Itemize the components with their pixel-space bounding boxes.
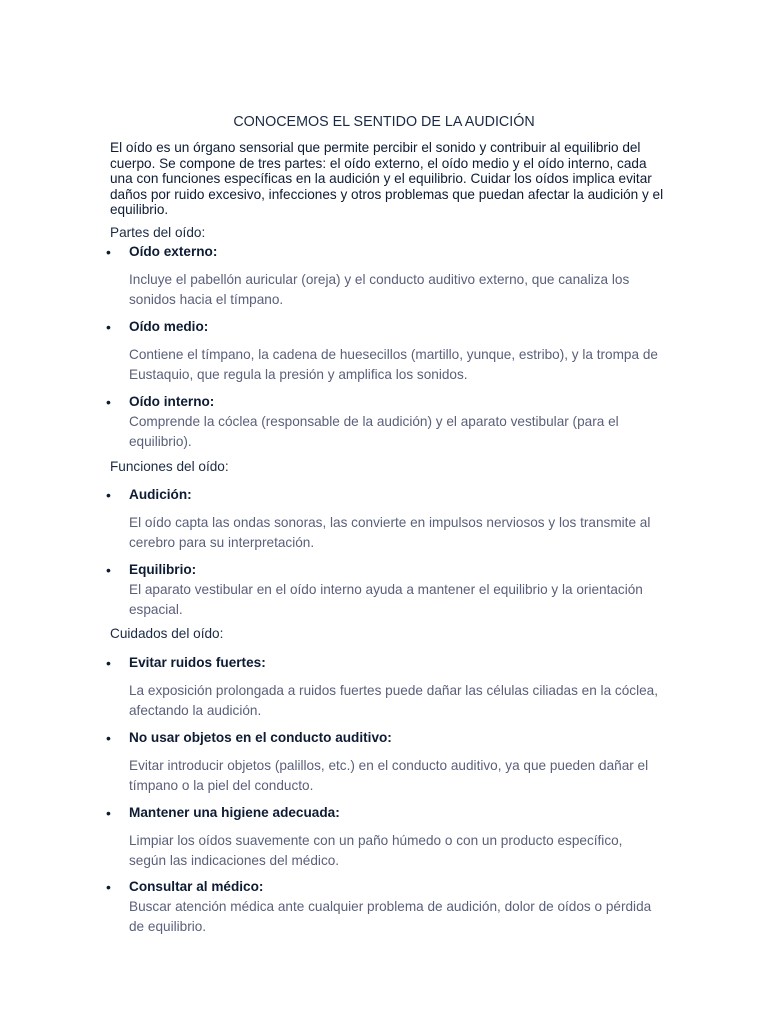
- item-label: Oído medio:: [129, 319, 209, 334]
- section-heading-cuidados: Cuidados del oído:: [110, 626, 224, 641]
- bullet-marker: •: [106, 244, 111, 260]
- bullet-marker: •: [106, 805, 111, 821]
- item-description: Buscar atención médica ante cualquier problema de audición, dolor de oídos o pérdida de equilibrio.: [129, 899, 652, 934]
- item-label: Audición:: [129, 487, 192, 502]
- item-label: Oído externo:: [129, 244, 218, 259]
- item-label: Oído interno:: [129, 394, 215, 409]
- item-label: Equilibrio:: [129, 562, 197, 577]
- bullet-marker: •: [106, 562, 111, 578]
- bullet-marker: •: [106, 394, 111, 410]
- item-description: Comprende la cóclea (responsable de la audición) y el aparato vestibular (para el equilibrio).: [129, 414, 619, 449]
- item-label: Mantener una higiene adecuada:: [129, 805, 340, 820]
- section-heading-partes: Partes del oído:: [110, 225, 206, 240]
- bullet-marker: •: [106, 655, 111, 671]
- item-description: Limpiar los oídos suavemente con un paño húmedo o con un producto específico, según las indicaciones del médico.: [129, 833, 623, 868]
- item-label: No usar objetos en el conducto auditivo:: [129, 730, 392, 745]
- bullet-marker: •: [106, 730, 111, 746]
- item-description: Incluye el pabellón auricular (oreja) y el conducto auditivo externo, que canaliza los sonidos hacia el tímpano.: [129, 272, 630, 307]
- page-title: CONOCEMOS EL SENTIDO DE LA AUDICIÓN: [233, 114, 535, 130]
- bullet-marker: •: [106, 879, 111, 895]
- item-description: El oído capta las ondas sonoras, las convierte en impulsos nerviosos y los transmite al cerebro para su interpretación.: [129, 515, 651, 550]
- item-description: Contiene el tímpano, la cadena de huesecillos (martillo, yunque, estribo), y la trompa de Eustaquio, que regula la presión y amplifica los sonidos.: [129, 347, 658, 382]
- intro-paragraph: El oído es un órgano sensorial que permite percibir el sonido y contribuir al equilibrio del cuerpo. Se compone de tres partes: el oído externo, el oído medio y el oído interno, cada una con funciones específicas en la audición y el equilibrio. Cuidar los oídos implica evitar daños por ruido excesivo, infecciones y otros problemas que puedan afectar la audición y el equilibrio.: [110, 140, 664, 217]
- section-heading-funciones: Funciones del oído:: [110, 459, 229, 474]
- item-label: Consultar al médico:: [129, 879, 264, 894]
- item-description: Evitar introducir objetos (palillos, etc.) en el conducto auditivo, ya que pueden dañar el tímpano o la piel del conducto.: [129, 758, 649, 793]
- bullet-marker: •: [106, 319, 111, 335]
- item-description: El aparato vestibular en el oído interno ayuda a mantener el equilibrio y la orientación espacial.: [129, 582, 643, 617]
- item-description: La exposición prolongada a ruidos fuertes puede dañar las células ciliadas en la cóclea, afectando la audición.: [129, 683, 658, 718]
- item-label: Evitar ruidos fuertes:: [129, 655, 266, 670]
- bullet-marker: •: [106, 487, 111, 503]
